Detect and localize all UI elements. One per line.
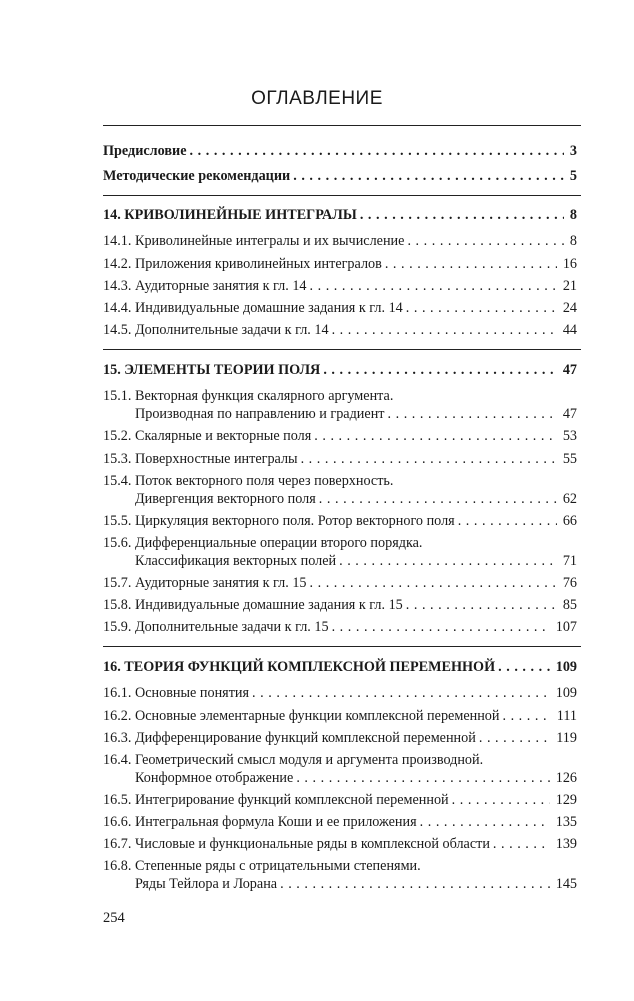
toc-section[interactable] xyxy=(103,427,577,445)
section-number: 14.3. xyxy=(103,278,132,294)
section-number: 16.3. xyxy=(103,730,132,746)
entry-label: Поверхностные интегралы xyxy=(135,451,298,467)
toc-section[interactable] xyxy=(103,299,577,317)
toc-section[interactable] xyxy=(103,751,577,787)
entry-label: Дифференцирование функций комплексной переменной xyxy=(135,730,476,746)
toc-section[interactable] xyxy=(103,232,577,250)
section-number: 16.8. xyxy=(103,858,132,874)
divider xyxy=(103,349,581,350)
entry-label: Приложения криволинейных интегралов xyxy=(135,256,382,272)
entry-page: 85 xyxy=(562,597,577,613)
section-number: 15.4. xyxy=(103,473,132,489)
entry-label: Основные понятия xyxy=(135,685,250,701)
entry-label: Циркуляция векторного поля. Ротор векторного поля xyxy=(135,513,455,529)
dot-leader xyxy=(293,769,549,787)
dot-leader xyxy=(357,206,564,224)
entry-label: Степенные ряды с отрицательными степенями. xyxy=(135,858,421,874)
entry-label: Ряды Тейлора и Лорана xyxy=(135,876,278,892)
section-number: 14.5. xyxy=(103,322,132,338)
entry-page: 55 xyxy=(562,451,577,467)
section-number: 16.4. xyxy=(103,752,132,768)
entry-label: Интегрирование функций комплексной переменной xyxy=(135,792,449,808)
title-rule xyxy=(103,125,581,126)
toc-section[interactable] xyxy=(103,574,577,592)
dot-leader xyxy=(417,813,550,831)
dot-leader xyxy=(249,684,550,702)
entry-page: 111 xyxy=(556,708,577,724)
toc-section[interactable] xyxy=(103,321,577,339)
section-number: 15.9. xyxy=(103,619,132,635)
toc-section[interactable] xyxy=(103,387,577,423)
entry-label: Производная по направлению и градиент xyxy=(135,406,385,422)
entry-page: 107 xyxy=(555,619,577,635)
toc-section[interactable] xyxy=(103,618,577,636)
dot-leader xyxy=(311,427,557,445)
entry-label: Дополнительные задачи к гл. 14 xyxy=(135,322,329,338)
entry-page: 16 xyxy=(562,256,577,272)
toc-section[interactable] xyxy=(103,512,577,530)
dot-leader xyxy=(385,405,557,423)
dot-leader xyxy=(316,490,557,508)
entry-page: 71 xyxy=(562,553,577,569)
toc-section[interactable] xyxy=(103,791,577,809)
dot-leader xyxy=(298,450,557,468)
entry-label: Методические рекомендации xyxy=(103,168,291,184)
toc-entry-front[interactable] xyxy=(103,167,577,185)
entry-label: Аудиторные занятия к гл. 15 xyxy=(135,575,307,591)
section-number: 14.4. xyxy=(103,300,132,316)
entry-page: 8 xyxy=(569,233,577,249)
entry-label: Дифференциальные операции второго порядка. xyxy=(135,535,423,551)
entry-label: Поток векторного поля через поверхность. xyxy=(135,473,394,489)
dot-leader xyxy=(499,707,550,725)
entry-page: 44 xyxy=(562,322,577,338)
entry-label: Дивергенция векторного поля xyxy=(135,491,316,507)
section-number: 15.6. xyxy=(103,535,132,551)
entry-page: 62 xyxy=(562,491,577,507)
toc-section[interactable] xyxy=(103,277,577,295)
dot-leader xyxy=(329,321,557,339)
toc-section[interactable] xyxy=(103,472,577,508)
dot-leader xyxy=(455,512,557,530)
section-number: 15.5. xyxy=(103,513,132,529)
entry-label: Конформное отображение xyxy=(135,770,294,786)
entry-page: 129 xyxy=(555,792,577,808)
entry-page: 5 xyxy=(569,168,577,184)
entry-label: Векторная функция скалярного аргумента. xyxy=(135,388,394,404)
entry-label: Аудиторные занятия к гл. 14 xyxy=(135,278,307,294)
page-title: ОГЛАВЛЕНИЕ xyxy=(251,88,383,109)
dot-leader xyxy=(382,255,557,273)
entry-page: 109 xyxy=(555,659,577,675)
entry-label: Скалярные и векторные поля xyxy=(135,428,312,444)
entry-label: Предисловие xyxy=(103,143,187,159)
dot-leader xyxy=(490,835,550,853)
entry-label: Интегральная формула Коши и ее приложения xyxy=(135,814,417,830)
section-number: 16.7. xyxy=(103,836,132,852)
section-number: 15.1. xyxy=(103,388,132,404)
entry-page: 47 xyxy=(562,406,577,422)
dot-leader xyxy=(449,791,550,809)
toc-section[interactable] xyxy=(103,450,577,468)
entry-page: 3 xyxy=(569,143,577,159)
entry-page: 8 xyxy=(569,207,577,223)
dot-leader xyxy=(307,574,557,592)
dot-leader xyxy=(403,299,557,317)
section-number: 16.6. xyxy=(103,814,132,830)
entry-label: Основные элементарные функции комплексной переменной xyxy=(135,708,500,724)
dot-leader xyxy=(187,142,564,160)
section-number: 14.2. xyxy=(103,256,132,272)
section-number: 15.2. xyxy=(103,428,132,444)
dot-leader xyxy=(404,232,563,250)
entry-label: 16. ТЕОРИЯ ФУНКЦИЙ КОМПЛЕКСНОЙ ПЕРЕМЕННОЙ xyxy=(103,659,496,675)
toc-entry-front[interactable] xyxy=(103,142,577,160)
dot-leader xyxy=(277,875,550,893)
entry-page: 66 xyxy=(562,513,577,529)
dot-leader xyxy=(336,552,557,570)
dot-leader xyxy=(307,277,557,295)
dot-leader xyxy=(476,729,550,747)
entry-label: Классификация векторных полей xyxy=(135,553,337,569)
entry-page: 145 xyxy=(555,876,577,892)
divider xyxy=(103,195,581,196)
toc-section[interactable] xyxy=(103,596,577,614)
dot-leader xyxy=(495,658,550,676)
entry-page: 24 xyxy=(562,300,577,316)
toc-chapter[interactable] xyxy=(103,658,577,676)
toc-section[interactable] xyxy=(103,534,577,570)
section-number: 16.1. xyxy=(103,685,132,701)
toc-section[interactable] xyxy=(103,707,577,725)
entry-label: Индивидуальные домашние задания к гл. 15 xyxy=(135,597,403,613)
entry-page: 76 xyxy=(562,575,577,591)
entry-page: 21 xyxy=(562,278,577,294)
entry-page: 47 xyxy=(562,362,577,378)
toc-chapter[interactable] xyxy=(103,206,577,224)
entry-page: 119 xyxy=(556,730,577,746)
dot-leader xyxy=(329,618,550,636)
toc-section[interactable] xyxy=(103,835,577,853)
toc-section[interactable] xyxy=(103,255,577,273)
toc-chapter[interactable] xyxy=(103,361,577,379)
entry-page: 109 xyxy=(555,685,577,701)
entry-page: 139 xyxy=(555,836,577,852)
toc-section[interactable] xyxy=(103,684,577,702)
dot-leader xyxy=(290,167,564,185)
section-number: 14.1. xyxy=(103,233,132,249)
entry-label: Числовые и функциональные ряды в комплексной области xyxy=(135,836,490,852)
section-number: 15.3. xyxy=(103,451,132,467)
entry-page: 126 xyxy=(555,770,577,786)
section-number: 15.8. xyxy=(103,597,132,613)
section-number: 16.2. xyxy=(103,708,132,724)
entry-label: Дополнительные задачи к гл. 15 xyxy=(135,619,329,635)
divider xyxy=(103,646,581,647)
dot-leader xyxy=(403,596,557,614)
dot-leader xyxy=(320,361,557,379)
entry-label: Криволинейные интегралы и их вычисление xyxy=(135,233,405,249)
section-number: 15.7. xyxy=(103,575,132,591)
entry-label: 15. ЭЛЕМЕНТЫ ТЕОРИИ ПОЛЯ xyxy=(103,362,321,378)
entry-label: Индивидуальные домашние задания к гл. 14 xyxy=(135,300,403,316)
entry-page: 53 xyxy=(562,428,577,444)
toc-section[interactable] xyxy=(103,729,577,747)
toc-section[interactable] xyxy=(103,857,577,893)
toc-section[interactable] xyxy=(103,813,577,831)
page-number: 254 xyxy=(103,910,125,926)
entry-label: Геометрический смысл модуля и аргумента производной. xyxy=(135,752,484,768)
section-number: 16.5. xyxy=(103,792,132,808)
entry-label: 14. КРИВОЛИНЕЙНЫЕ ИНТЕГРАЛЫ xyxy=(103,207,357,223)
entry-page: 135 xyxy=(555,814,577,830)
